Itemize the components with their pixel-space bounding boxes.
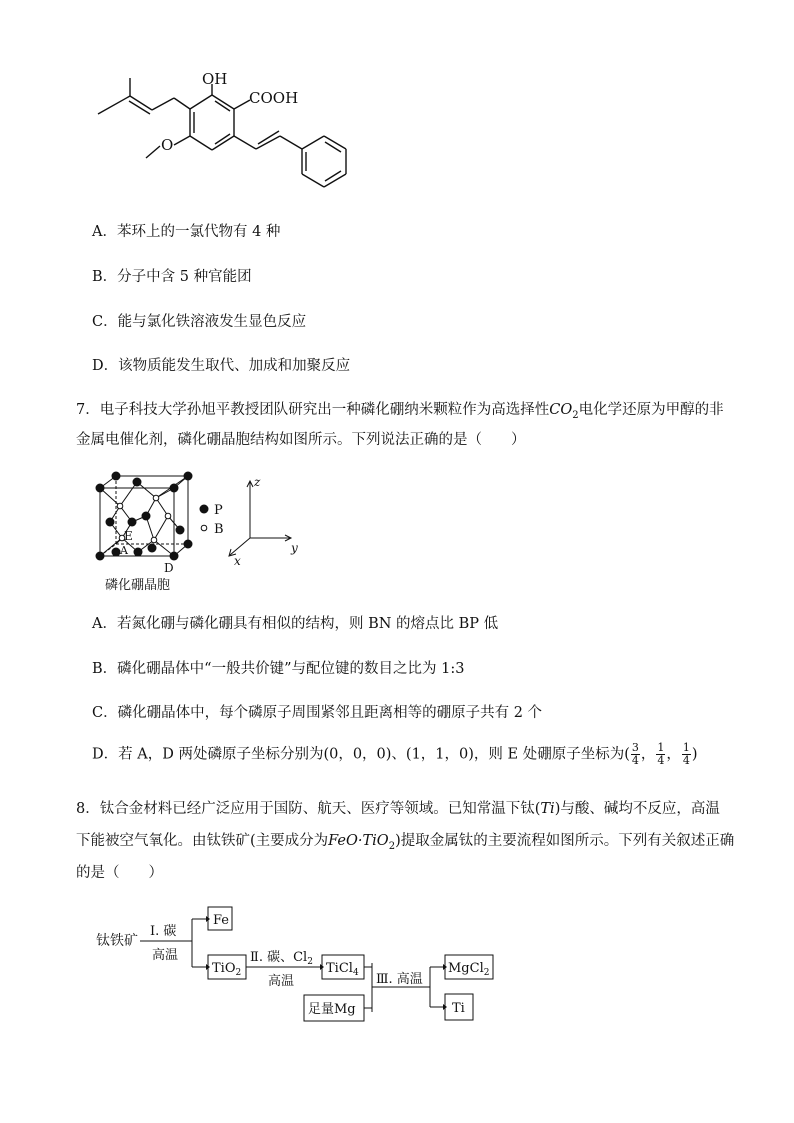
q7-option-b: B．磷化硼晶体中“一般共价键”与配位键的数目之比为 1:3	[92, 661, 465, 677]
q7-option-d: D．若 A，D 两处磷原子坐标分别为(0，0，0)、(1，1，0)，则 E 处硼原子坐标为( $\frac{3}{4}$ ， $\frac{1}{4}$ ， $\frac{1}{4}$ )	[92, 741, 698, 767]
q6-option-c: C．能与氯化铁溶液发生显色反应	[92, 314, 307, 330]
flow-tio2: TiO$_2$	[212, 961, 242, 978]
frac-3-4: $\frac{3}{4}$	[631, 741, 639, 767]
flow-mg: 足量Mg	[308, 1002, 356, 1017]
flow-fe: Fe	[213, 913, 230, 928]
q7-stem-line1: 7．电子科技大学孙旭平教授团队研究出一种磷化硼纳米颗粒作为高选择性$CO_2$电化学还原为甲醇的非	[76, 402, 724, 421]
flow-ore: 钛铁矿	[96, 933, 138, 949]
q7-option-a: A．若氮化硼与磷化硼具有相似的结构，则 BN 的熔点比 BP 低	[92, 616, 499, 632]
flow-step2-bottom: 高温	[268, 974, 295, 989]
legend-p-marker	[200, 505, 209, 514]
titanium-flow-chart	[90, 895, 510, 1030]
frac-1-4-a: $\frac{1}{4}$	[657, 741, 665, 767]
legend-b-marker	[201, 525, 207, 531]
axis-y: y	[291, 541, 298, 555]
molecule-structure	[90, 70, 350, 195]
q6-option-a: A．苯环上的一氯代物有 4 种	[92, 224, 281, 240]
flow-step2-top: Ⅱ. 碳、$Cl_2$	[250, 950, 313, 967]
q7-option-c: C．磷化硼晶体中，每个磷原子周围紧邻且距离相等的硼原子共有 2 个	[92, 705, 543, 721]
boron-phosphide-unit-cell	[90, 470, 330, 590]
q7-stem-line2: 金属电催化剂，磷化硼晶胞结构如图所示。下列说法正确的是（ ）	[76, 432, 526, 448]
label-e: E	[124, 529, 133, 543]
legend-b: B	[214, 522, 224, 537]
cooh-label: COOH	[249, 89, 299, 107]
flow-step3: Ⅲ. 高温	[376, 972, 423, 987]
oh-label: OH	[202, 70, 228, 88]
q8-stem-line3: 的是（ ）	[76, 865, 163, 881]
q6-option-b: B．分子中含 5 种官能团	[92, 269, 252, 285]
legend-p: P	[214, 503, 223, 518]
figure-caption: 磷化硼晶胞	[105, 578, 171, 593]
flow-step1-top: Ⅰ. 碳	[150, 924, 177, 939]
flow-ti: Ti	[452, 1001, 465, 1016]
axis-z: z	[254, 475, 261, 489]
label-d: D	[164, 561, 174, 575]
label-a: A	[120, 544, 128, 557]
frac-1-4-b: $\frac{1}{4}$	[682, 741, 690, 767]
q8-stem-line1: 8．钛合金材料已经广泛应用于国防、航天、医疗等领域。已知常温下钛(Ti)与酸、碱均不反应，高温	[76, 801, 720, 817]
q8-stem-line2: 下能被空气氧化。由钛铁矿(主要成分为FeO·TiO$_2$)提取金属钛的主要流程如图所示。下列有关叙述正确	[76, 833, 735, 852]
flow-step1-bottom: 高温	[152, 948, 179, 963]
methoxy-o-label: O	[161, 136, 174, 154]
q6-option-d: D．该物质能发生取代、加成和加聚反应	[92, 358, 351, 374]
flow-mgcl2: MgCl$_2$	[448, 961, 490, 978]
flow-ticl4: TiCl$_4$	[326, 961, 359, 978]
axis-x: x	[234, 554, 241, 568]
